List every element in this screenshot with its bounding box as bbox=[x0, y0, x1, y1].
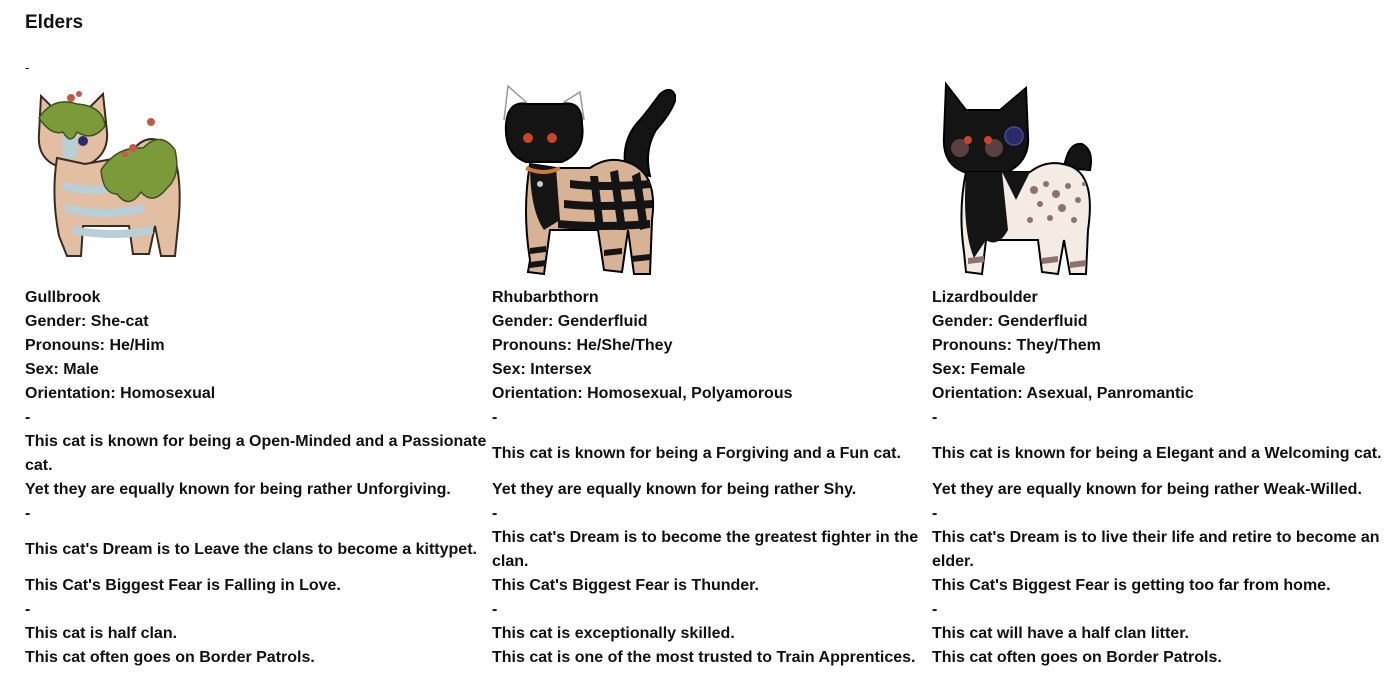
cat-sex: Sex: Female bbox=[932, 361, 1026, 378]
cat-also-known: Yet they are equally known for being rather Weak-Willed. bbox=[932, 481, 1362, 498]
cat-fact: This cat is half clan. bbox=[25, 625, 178, 642]
separator: - bbox=[492, 601, 498, 618]
cat-sex: Sex: Male bbox=[25, 361, 99, 378]
cat-sex: Sex: Intersex bbox=[492, 361, 592, 378]
cat-gender: Gender: She-cat bbox=[25, 313, 149, 330]
cat-also-known: Yet they are equally known for being rather Unforgiving. bbox=[25, 481, 451, 498]
separator: - bbox=[492, 505, 498, 522]
cat-sprite-gullbrook bbox=[33, 86, 183, 261]
cat-known-for: This cat is known for being a Open-Minded and a Passionate cat. bbox=[25, 433, 487, 474]
cat-sprite-lizardboulder bbox=[938, 80, 1094, 278]
cat-name: Gullbrook bbox=[25, 289, 101, 306]
separator: - bbox=[932, 601, 938, 618]
cat-fear: This Cat's Biggest Fear is Falling in Love. bbox=[25, 577, 341, 594]
cat-fear: This Cat's Biggest Fear is Thunder. bbox=[492, 577, 759, 594]
separator: - bbox=[25, 601, 31, 618]
separator: - bbox=[492, 409, 498, 426]
cat-dream: This cat's Dream is to become the greatest fighter in the clan. bbox=[492, 529, 919, 570]
separator: - bbox=[25, 60, 30, 75]
cat-pronouns: Pronouns: He/Him bbox=[25, 337, 165, 354]
cat-orientation: Orientation: Asexual, Panromantic bbox=[932, 385, 1194, 402]
cat-fact: This cat is exceptionally skilled. bbox=[492, 625, 735, 642]
cat-name: Rhubarbthorn bbox=[492, 289, 599, 306]
cat-pronouns: Pronouns: He/She/They bbox=[492, 337, 673, 354]
cat-orientation: Orientation: Homosexual, Polyamorous bbox=[492, 385, 793, 402]
separator: - bbox=[932, 409, 938, 426]
cat-fact: This cat often goes on Border Patrols. bbox=[25, 649, 315, 666]
cat-gender: Gender: Genderfluid bbox=[492, 313, 648, 330]
cat-fact: This cat is one of the most trusted to Train Apprentices. bbox=[492, 649, 916, 666]
cat-dream: This cat's Dream is to live their life and retire to become an elder. bbox=[932, 529, 1380, 570]
cat-known-for: This cat is known for being a Forgiving and a Fun cat. bbox=[492, 445, 901, 462]
cat-fact: This cat will have a half clan litter. bbox=[932, 625, 1189, 642]
cat-orientation: Orientation: Homosexual bbox=[25, 385, 216, 402]
cat-sprite-rhubarbthorn bbox=[500, 80, 676, 278]
cat-fear: This Cat's Biggest Fear is getting too far from home. bbox=[932, 577, 1331, 594]
cat-known-for: This cat is known for being a Elegant and a Welcoming cat. bbox=[932, 445, 1382, 462]
separator: - bbox=[25, 505, 31, 522]
cat-gender: Gender: Genderfluid bbox=[932, 313, 1088, 330]
cat-pronouns: Pronouns: They/Them bbox=[932, 337, 1101, 354]
cat-also-known: Yet they are equally known for being rather Shy. bbox=[492, 481, 857, 498]
separator: - bbox=[932, 505, 938, 522]
cat-dream: This cat's Dream is to Leave the clans to become a kittypet. bbox=[25, 541, 477, 558]
cat-fact: This cat often goes on Border Patrols. bbox=[932, 649, 1222, 666]
separator: - bbox=[25, 409, 31, 426]
page-title: Elders bbox=[25, 12, 84, 33]
cat-name: Lizardboulder bbox=[932, 289, 1038, 306]
